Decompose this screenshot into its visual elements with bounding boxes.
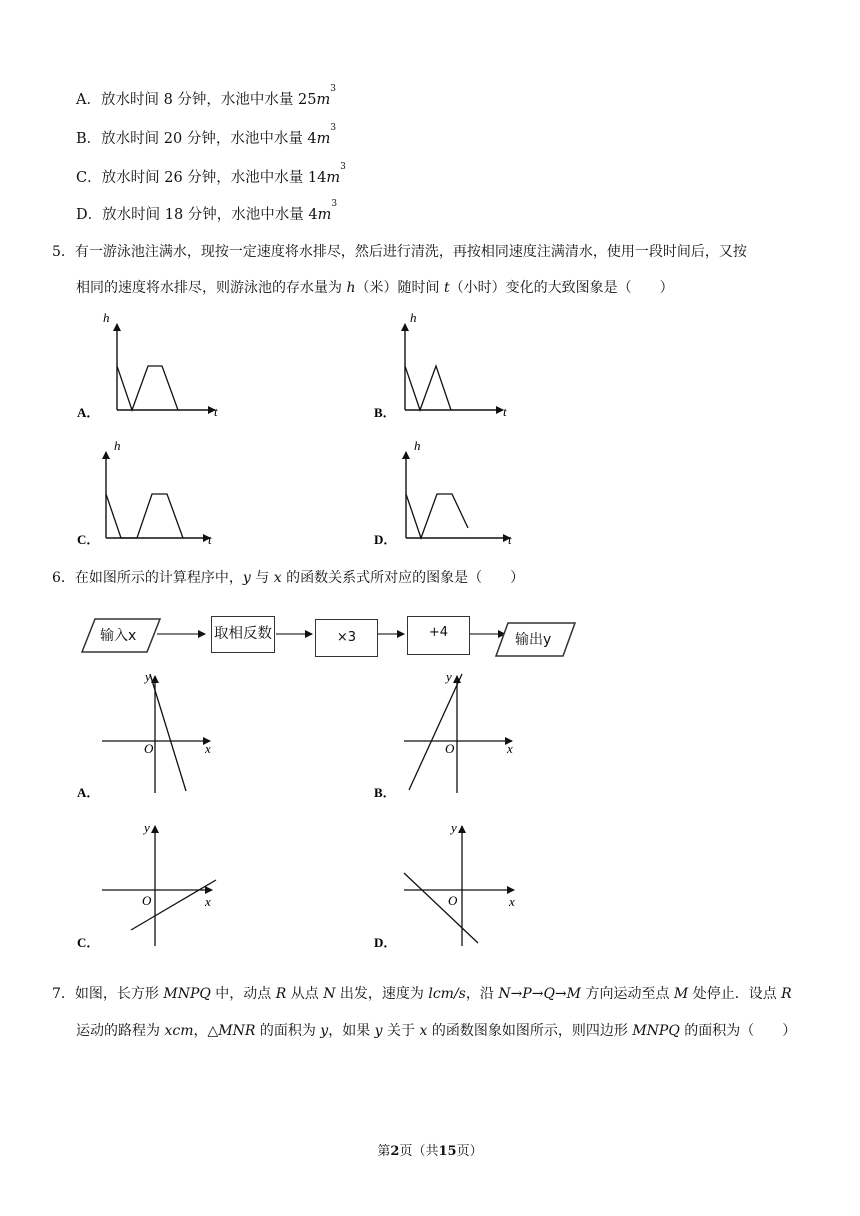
option-exponent: 3	[330, 123, 337, 133]
option-letter: B．	[374, 785, 396, 800]
total-pages: 15	[438, 1144, 457, 1159]
q7-var: x	[419, 1023, 428, 1039]
q7-var: MNR	[218, 1023, 256, 1039]
flow-plus4-box: +4	[407, 616, 470, 655]
footer-text: 第	[377, 1144, 391, 1159]
q5-var-h: h	[346, 280, 356, 296]
q7-text: ，沿	[465, 986, 499, 1002]
axis-label-t: t	[208, 532, 212, 547]
q7-var: y	[374, 1023, 383, 1039]
footer-text: 页（共	[399, 1144, 439, 1159]
q7-var: M	[673, 986, 689, 1002]
origin-label: O	[445, 741, 455, 756]
q6-text: 6．在如图所示的计算程序中，	[52, 570, 243, 586]
axis-label-h: h	[103, 310, 110, 325]
option-exponent: 3	[331, 199, 338, 209]
q7-var: lcm/s	[428, 986, 466, 1002]
axis-label-h: h	[114, 438, 121, 453]
q7-var: N	[323, 986, 336, 1002]
q6-stem	[52, 567, 524, 587]
q7-var: MNPQ	[632, 1023, 680, 1039]
axis-label-y: y	[144, 820, 150, 835]
q6-var-y: y	[242, 570, 251, 586]
q7-var: R	[781, 986, 792, 1002]
q7-text: 中，动点	[210, 986, 276, 1002]
axis-label-y: y	[451, 820, 457, 835]
q6-graph-d	[374, 820, 515, 950]
q5-graph-b	[374, 310, 507, 420]
option-letter: A．	[77, 785, 100, 800]
page-footer	[0, 1140, 860, 1159]
flow-negate-box: 取相反数	[211, 616, 275, 653]
axis-label-t: t	[503, 404, 507, 419]
option-unit: m	[316, 131, 331, 147]
q6-graph-c	[77, 820, 216, 950]
option-letter: D．	[374, 935, 397, 950]
axis-label-h: h	[414, 438, 421, 453]
q7-var: xcm	[164, 1023, 194, 1039]
option-letter: D．	[76, 207, 103, 223]
q6-graph-b	[374, 669, 513, 800]
page-number: 2	[390, 1144, 400, 1159]
q7-text: 的函数图象如图所示，则四边形	[427, 1023, 633, 1039]
option-text: 放水时间 8 分钟，水池中水量 25	[100, 92, 317, 108]
q7-text: 的面积为	[255, 1023, 321, 1039]
q7-text: 关于	[382, 1023, 420, 1039]
axis-label-x: x	[507, 741, 513, 756]
q5-graph-d	[374, 438, 512, 547]
option-exponent: 3	[330, 84, 336, 94]
q6-graph-a	[77, 669, 211, 800]
option-letter: A．	[77, 405, 100, 420]
footer-text: 页）	[456, 1144, 483, 1159]
origin-label: O	[448, 893, 458, 908]
axis-label-x: x	[205, 894, 211, 909]
q7-text: 7．如图，长方形	[52, 986, 164, 1002]
option-letter: B．	[374, 405, 396, 420]
q7-var: MNPQ	[163, 986, 211, 1002]
q7-text: 运动的路程为	[76, 1023, 165, 1039]
flow-input-label: 输入x	[100, 628, 137, 644]
q7-var: N→P→Q→M	[498, 986, 581, 1002]
axis-label-t: t	[214, 404, 218, 419]
option-unit: m	[316, 92, 331, 108]
q5-graph-c	[77, 438, 212, 547]
q7-text: ，如果	[328, 1023, 375, 1039]
origin-label: O	[142, 893, 152, 908]
option-exponent: 3	[340, 162, 346, 172]
q5-text: （小时）变化的大致图象是（ ）	[449, 280, 674, 296]
axis-label-y: y	[446, 669, 452, 684]
q7-stem-line2	[76, 1020, 796, 1040]
q7-text: 处停止．设点	[688, 986, 782, 1002]
option-letter: D．	[374, 532, 397, 547]
axis-label-x: x	[205, 741, 211, 756]
q5-graph-a	[77, 310, 218, 420]
axis-label-t: t	[508, 532, 512, 547]
option-text: 放水时间 26 分钟，水池中水量 14	[101, 170, 327, 186]
q7-text: 方向运动至点	[581, 986, 674, 1002]
q5-text: （米）随时间	[355, 280, 444, 296]
q7-var: y	[320, 1023, 329, 1039]
option-letter: A．	[76, 92, 101, 108]
axis-label-y: y	[145, 669, 151, 684]
q7-var: R	[275, 986, 287, 1002]
q5-text: 相同的速度将水排尽，则游泳池的存水量为	[76, 280, 347, 296]
option-text: 放水时间 18 分钟，水池中水量 4	[102, 207, 318, 223]
flow-output-label: 输出y	[515, 632, 552, 648]
option-letter: C．	[76, 170, 102, 186]
option-letter: B．	[76, 131, 102, 147]
option-unit: m	[317, 207, 332, 223]
option-letter: C．	[77, 935, 100, 950]
option-text: 放水时间 20 分钟，水池中水量 4	[101, 131, 317, 147]
option-unit: m	[326, 170, 341, 186]
origin-label: O	[144, 741, 154, 756]
q5-var-t: t	[443, 280, 450, 296]
q6-text: 与	[250, 570, 274, 586]
q6-text: 的函数关系式所对应的图象是（ ）	[281, 570, 525, 586]
q7-text: ，△	[193, 1023, 219, 1039]
q7-text: 的面积为（ ）	[679, 1023, 797, 1039]
option-letter: C．	[77, 532, 100, 547]
q7-text: 出发，速度为	[335, 986, 429, 1002]
q7-stem-line1	[52, 983, 792, 1003]
axis-label-x: x	[509, 894, 515, 909]
axis-label-h: h	[410, 310, 417, 325]
q6-var-x: x	[273, 570, 282, 586]
q7-text: 从点	[286, 986, 324, 1002]
q5-stem-line1: 5．有一游泳池注满水，现按一定速度将水排尽，然后进行清洗，再按相同速度注满清水，使用一段时间后，又按	[52, 244, 747, 260]
flow-times3-box: ×3	[315, 619, 378, 657]
